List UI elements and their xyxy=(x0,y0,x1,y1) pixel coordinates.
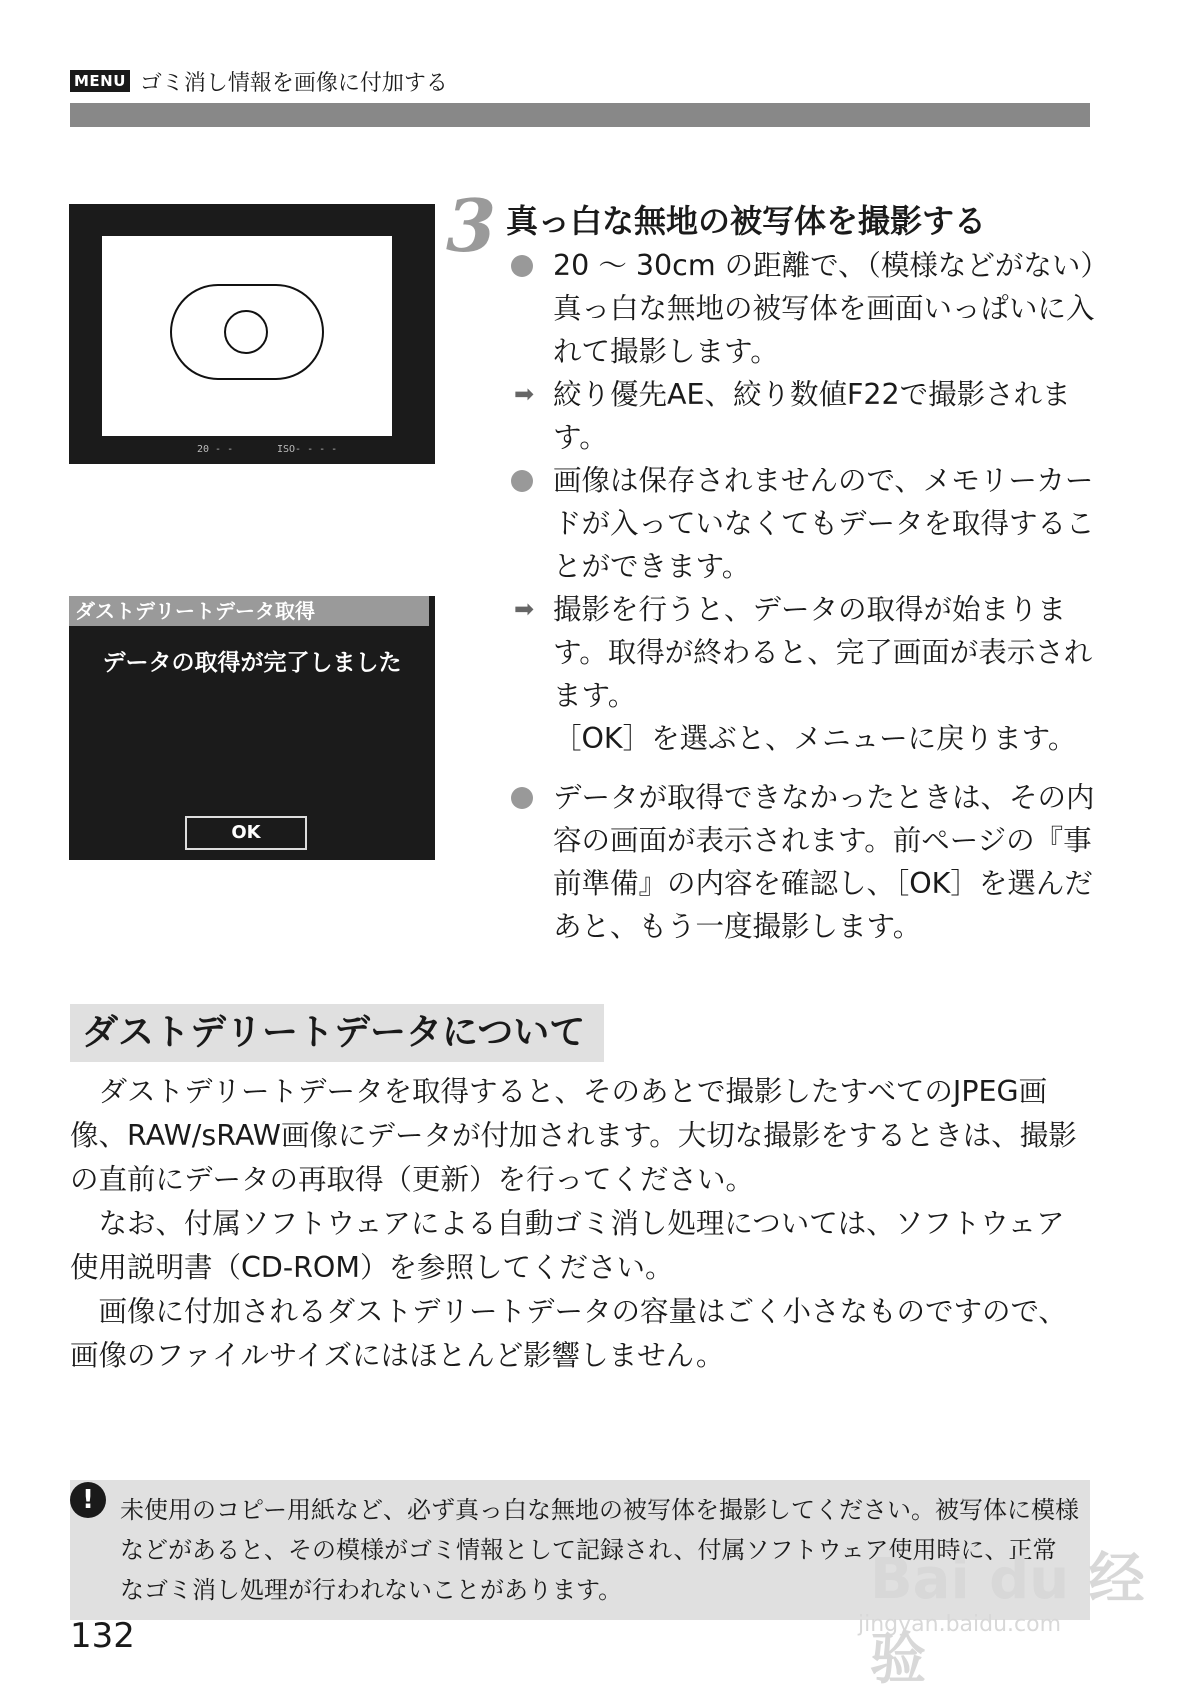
list-item: データが取得できなかったときは、その内容の画面が表示されます。前ページの『事前準備』の内容を確認し、［OK］を選んだあと、もう一度撮影します。 xyxy=(505,776,1095,948)
list-item: ➡ 絞り優先AE、絞り数値F22で撮影されます。 xyxy=(505,373,1095,459)
white-frame xyxy=(102,236,392,436)
f-value-readout: 20 - - xyxy=(197,444,234,455)
arrow-right-icon: ➡ xyxy=(513,380,535,408)
step-title: 真っ白な無地の被写体を撮影する xyxy=(506,202,987,240)
step-instructions xyxy=(505,244,1095,948)
paragraph: なお、付属ソフトウェアによる自動ゴミ消し処理については、ソフトウェア使用説明書（CD-ROM）を参照してください。 xyxy=(70,1207,1065,1284)
caution-icon: ! xyxy=(70,1482,106,1518)
page-header xyxy=(70,66,448,96)
menu-badge: MENU xyxy=(70,70,130,92)
watermark-logo: Bai du 经验 xyxy=(870,1547,1145,1692)
bullet-dot-icon xyxy=(511,787,533,809)
list-item: 画像は保存されませんので、メモリーカードが入っていなくてもデータを取得することができます。 xyxy=(505,459,1095,588)
header-title: ゴミ消し情報を画像に付加する xyxy=(139,70,448,96)
section-heading: ダストデリートデータについて xyxy=(70,1004,604,1062)
camera-screen-complete xyxy=(69,596,435,860)
header-bar xyxy=(70,103,1090,127)
watermark-url: jingyan.baidu.com xyxy=(858,1612,1062,1637)
complete-message: データの取得が完了しました xyxy=(102,650,402,676)
page-number: 132 xyxy=(70,1616,135,1656)
paragraph: ダストデリートデータを取得すると、そのあとで撮影したすべてのJPEG画像、RAW/sRAW画像にデータが付加されます。大切な撮影をするときは、撮影の直前にデータの再取得（更新）を行ってください。 xyxy=(70,1075,1077,1196)
list-item: ➡ 撮影を行うと、データの取得が始まります。取得が終わると、完了画面が表示されます。 xyxy=(505,588,1095,717)
section-body xyxy=(70,1070,1092,1378)
iso-readout: ISO- - - - xyxy=(277,444,338,455)
camera-screen-dust-target xyxy=(69,204,435,464)
screen-title: ダストデリートデータ取得 xyxy=(69,596,429,626)
list-item: ［OK］を選ぶと、メニューに戻ります。 xyxy=(553,722,1077,755)
list-item: 20 ～ 30cm の距離で、（模様などがない）真っ白な無地の被写体を画面いっぱいに入れて撮影します。 xyxy=(505,244,1095,373)
stadium-outline xyxy=(170,284,324,380)
caution-text: 未使用のコピー用紙など、必ず真っ白な無地の被写体を撮影してください。被写体に模様などがあると、その模様がゴミ情報として記録され、付属ソフトウェア使用時に、正常なゴミ消し処理が行われないことがあります。 xyxy=(120,1496,1080,1604)
bullet-dot-icon xyxy=(511,255,533,277)
paragraph: 画像に付加されるダストデリートデータの容量はごく小さなものですので、画像のファイルサイズにはほとんど影響しません。 xyxy=(70,1295,1067,1372)
center-circle xyxy=(224,310,268,354)
ok-button[interactable]: OK xyxy=(185,816,307,850)
arrow-right-icon: ➡ xyxy=(513,595,535,623)
step-number: 3 xyxy=(446,183,497,268)
bullet-dot-icon xyxy=(511,470,533,492)
